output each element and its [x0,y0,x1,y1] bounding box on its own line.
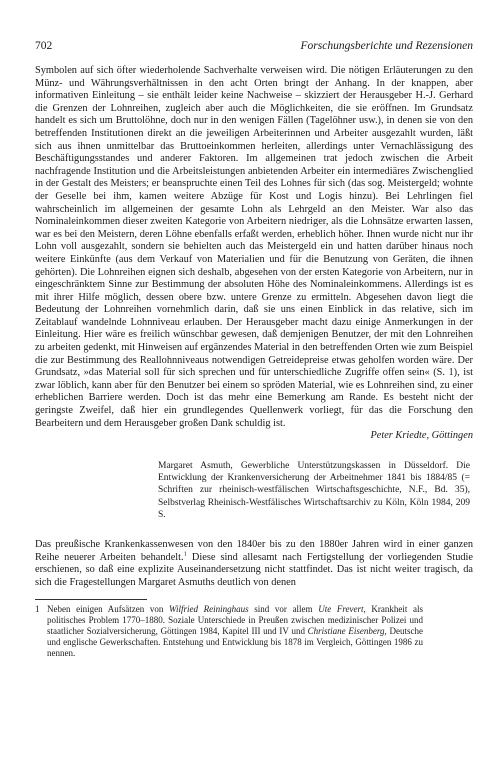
footnote-ref[interactable]: 1 [183,550,187,558]
review-text-part2: Diese sind allesamt nach Fertigstellung der vorliegenden Studie erschienen, so daß eine explizite Auseinandersetzung nicht stattfindet. Das ist nicht weiter tragisch, da sich die Fragestellungen Margaret Asmuths deutlich von denen [35,551,473,589]
review-body [35,539,473,589]
footnote-text [47,604,473,660]
footnote-text-d: , Deutsche und englische Gewerkschaften. Entstehung und Entwicklung bis 1878 im Vergleich, Göttingen 1986 zu nennen. [47,626,423,659]
footnote-divider [35,599,147,600]
footnote-text-b: sind vor allem [248,603,319,614]
footnote-author-c: Christiane Eisenberg [307,626,385,637]
running-title: Forschungsberichte und Rezensionen [300,40,473,52]
previous-review-paragraph: Symbolen auf sich öfter wiederholende Sachverhalte verweisen wird. Die nötigen Erläuterungen zu den Münz- und Währungsverhältnissen in den acht Orten bringt der Anhang. In der knappen, aber informativen Einleitung – sie enthält leider keine Nachweise – skizziert der Herausgeber H.-J. Gerhard die Grenzen der Lohnreihen, zugleich aber auch die Möglichkeiten, die sie eröffnen. Im Grundsatz handelt es sich um Bruttolöhne, doch nur in den wenigen Fällen (Tagelöhner usw.), in denen sie von den betreffenden Institutionen direkt an die jeweiligen Arbeiterinnen und Arbeiter ausgezahlt wurden, läßt sich aus ihnen unmittelbar das Bruttoeinkommen herleiten, allerdings unter Vernachlässigung des Beschäftigungsstandes und anderer Faktoren. Im allgemeinen trat jedoch zwischen die Arbeit nachfragende Institution und die Arbeitsleistungen anbietenden Arbeiter ein intermediäres Zwischenglied in der Gestalt des Meisters; er beanspruchte einen Teil des Lohnes für sich (das sog. Meistergeld; wohnte der Geselle bei ihm, kamen weitere Abzüge für Kost und Logis hinzu). Bei Lehrlingen fiel wahrscheinlich im allgemeinen der gesamte Lohn als Lehrgeld an den Meister. War also das Nominaleinkommen dieser zweiten Kategorie von Arbeitern niedriger, als die Lohnsätze erwarten lassen, war es bei den Meistern, deren Löhne ebenfalls erfaßt werden, erheblich höher. Ihnen wurde nicht nur ihr Lohn voll ausgezahlt, sondern sie behielten auch das Meistergeld ein und hatten darüber hinaus noch weitere Einkünfte (aus dem Verkauf von Materialien und für die Benutzung von Geräten, die ihnen gehörten). Die Lohnreihen eignen sich deshalb, abgesehen von der ersten Kategorie von Arbeitern, nur in eingeschränktem Sinne zur Bestimmung der absoluten Höhe des Nominaleinkommens. Allerdings ist es mit ihrer Hilfe möglich, dessen obere bzw. untere Grenze zu ermitteln. Abgesehen davon liegt die Bedeutung der Lohnreihen vornehmlich darin, daß sie uns einen Einblick in das relative, sich im Zeitablauf wandelnde Lohnniveau erlauben. Der Herausgeber macht dazu einige Anmerkungen in der Einleitung. Hier wäre es freilich wünschbar gewesen, daß demjenigen Benutzer, der mit den Lohnreihen zu arbeiten gedenkt, mit Hinweisen auf ergänzendes Material in den betreffenden Orten wie zum Beispiel die zur Bestimmung des Reallohnniveaus notwendigen Getreidepreise etwas geholfen worden wäre. Der Grundsatz, »das Material soll für sich sprechen und für unterschiedliche Zugriffe offen sein« (S. 1), ist zwar löblich, kann aber für den Benutzer bei einem so spröden Material, wie es Lohnreihen sind, zu einer erheblichen Barriere werden. Doch ist das mehr eine Bemerkung am Rande. Es besteht nicht der geringste Zweifel, daß hier ein grundlegendes Quellenwerk vorliegt, für das die Forschung den Bearbeitern und dem Herausgeber großen Dank schuldig ist. [35,65,473,429]
footnote-author-a: Wilfried Reininghaus [169,603,249,614]
footnote-number: 1 [35,603,40,614]
footnote-text-c: , Krankheit als politisches Problem 1770–1880. Soziale Unterschiede in Preußen zwischen medizinischer Polizei und staatlicher Sozialversicherung, Göttingen 1984, Kapitel III und IV und [47,603,424,637]
footnote [35,604,473,660]
running-head [35,40,473,52]
previous-review-body [35,65,473,430]
review-text-part1: Das preußische Krankenkassenwesen von den 1840er bis zu den 1880er Jahren wird in einer ganzen Reihe neuerer Arbeiten behandelt. [35,539,473,563]
review-paragraph [35,539,473,589]
reviewer-signature: Peter Kriedte, Göttingen [370,430,473,442]
footnote-author-b: Ute Frevert [318,603,364,614]
footnote-text-a: Neben einigen Aufsätzen von [47,603,170,614]
bibliographic-entry: Margaret Asmuth, Gewerbliche Unterstützungskassen in Düsseldorf. Die Entwicklung der Krankenversicherung der Arbeitnehmer 1841 bis 1884/85 (= Schriften zur rheinisch-westfälischen Wirtschaftsgeschichte, N.F., Bd. 35), Selbstverlag Rheinisch-Westfälisches Wirtschaftsarchiv zu Köln, Köln 1984, 209 S. [158,460,470,520]
page-number: 702 [35,40,53,52]
